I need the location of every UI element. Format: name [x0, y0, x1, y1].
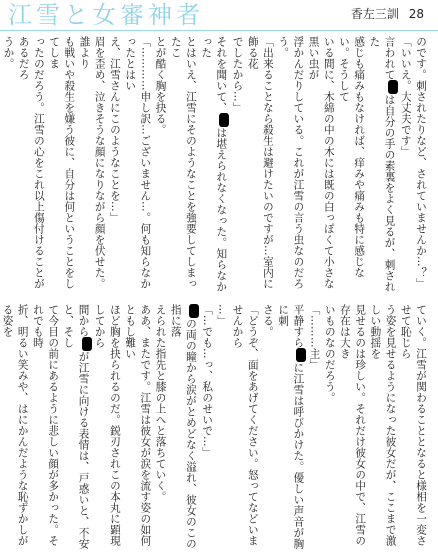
text-line: 「どうぞ、面をあげてください。怒ってなどいませんから: [231, 304, 259, 546]
text-line: 「…でも…っ、私のせいで…」: [201, 304, 214, 458]
text-line: えられた指先と膝の上へと落ちていく。: [154, 304, 167, 502]
censored-name-mark: [219, 113, 229, 127]
text-line: ほど胸を抉られるのだ。鋭刃されこの本丸に顕現してから: [93, 304, 121, 546]
text-line: のです。刺されたりなど、されていませんか…？」: [415, 36, 427, 289]
text-line: さる。: [261, 304, 274, 337]
text-line: 「出来ることなら殺生は避けたいのですが…室内に飾る花: [246, 36, 274, 289]
text-line: うか。: [2, 36, 15, 69]
text-line: でしたから…」: [231, 36, 244, 113]
text-line: 折、明るい笑みや、はにかんだような恥ずかしがる姿を: [1, 304, 29, 546]
censored-name-mark: [189, 304, 199, 318]
author-name: 香左三訓: [350, 7, 399, 21]
header-divider: [0, 30, 438, 31]
text-line: いる間に、木綿の中の木には既の白っぽくて小さな黒い虫が: [307, 36, 335, 289]
text-line: とはいえ、江雪にそのようなことを強要してしまったこ: [169, 36, 197, 289]
text-line: 言われては自分の手の素裏をよく見るが、刺された: [368, 36, 396, 292]
text-line: う姿を見せるようになった彼女だが、ここまで激しい動揺を: [369, 304, 397, 546]
page-number: 28: [408, 7, 424, 21]
text-line: 眉を歪め、泣きそうな顔になりながら顔を伏せた。誰より: [78, 36, 106, 289]
censored-name-mark: [82, 337, 92, 351]
book-title: 江雪と女審神者: [8, 1, 204, 29]
text-line: も戦いや殺生を嫌う彼に、自分は何ということをしてしま: [48, 36, 76, 289]
text-line: 間からが江雪に向ける表情は、戸惑いと、不安と、そし: [62, 304, 90, 549]
text-line: いものなのだろう。: [323, 304, 336, 403]
text-line: ああ、またです。江雪は彼女が涙を流す姿の如何ともし難い: [124, 304, 152, 546]
text-line: それを聞いて、は堪えられなくなった。知らなかった: [200, 36, 228, 292]
text-line: ていく。江雪が関わることとなると様相を一変させて恥じら: [399, 304, 427, 546]
text-line: …」: [216, 304, 229, 326]
text-line: 平静すらに江雪は呼びかけた。優しい声音が胸に刺: [277, 304, 305, 549]
censored-name-mark: [388, 80, 398, 94]
text-line: 感じも痛みもなければ、痒みや痛みも特に感じない。そうして: [337, 36, 366, 278]
header-meta: [345, 6, 424, 22]
text-line: 「いいえ。大丈夫です」: [399, 36, 412, 157]
text-line: とが酷く胸を抉る。: [154, 36, 167, 135]
text-line: ったのだろう。江雪の心をこれ以上傷付けることがあるだろ: [17, 36, 45, 289]
censored-name-mark: [296, 348, 306, 362]
text-line: 「………主」: [308, 304, 321, 370]
text-line: の両の瞳から涙がとめどなく溢れ、彼女のこの指に落: [169, 304, 197, 549]
text-line: 「…………申し訳…ございません…。何も知らなかったとはい: [124, 36, 152, 289]
text-line: 見せるのは珍しい。それだけ彼女の中で、江雪の存在は大き: [338, 304, 367, 546]
lower-text-block: [1, 304, 428, 554]
text-line: 浮かんだりしている。これが江雪の言う虫なのだろう。: [277, 36, 305, 289]
text-line: て今目の前にあるように悲しい顔が多かった。それでも時: [31, 304, 60, 546]
upper-text-block: [2, 36, 428, 298]
text-line: え、江雪さんにこのようなことを…」: [108, 36, 121, 223]
page-header: [0, 0, 438, 30]
